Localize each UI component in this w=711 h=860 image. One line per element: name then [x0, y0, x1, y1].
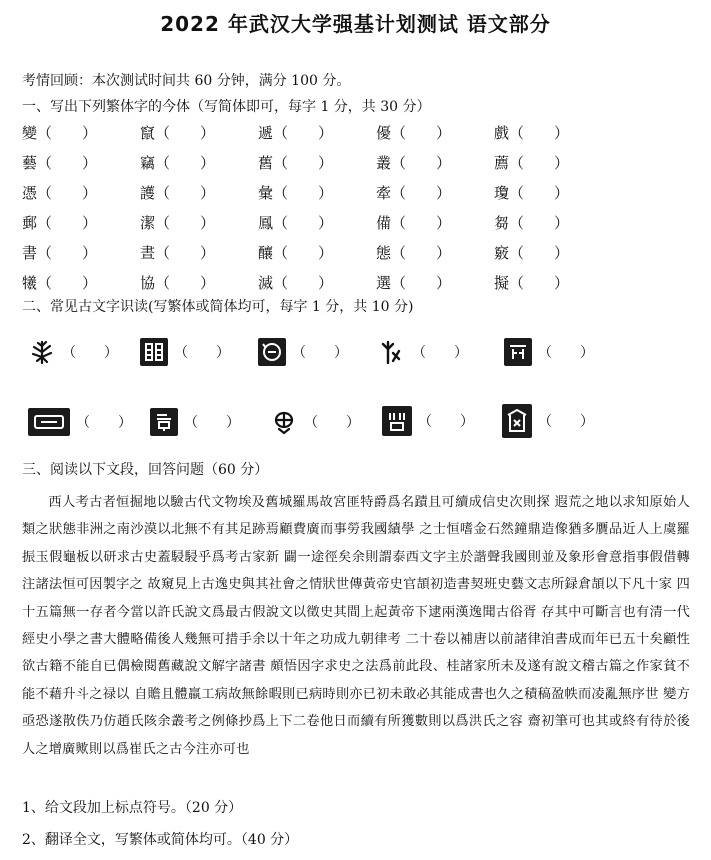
char-item: 彙（ ）: [258, 184, 334, 202]
glyph-item: [140, 338, 230, 366]
glyph-item: [258, 338, 348, 366]
char-item: 叢（ ）: [376, 154, 452, 172]
grid-row: [22, 212, 612, 242]
char-item: 竅（ ）: [494, 244, 570, 262]
char-item: 遞（ ）: [258, 124, 334, 142]
glyph-item: [382, 406, 474, 436]
page-title: 2022 年武汉大学强基计划测试 语文部分: [160, 12, 551, 36]
glyph-item: [270, 408, 360, 436]
ancient-glyph-3-icon: [258, 338, 286, 366]
ancient-glyph-6-icon: [28, 408, 70, 436]
char-item: 態（ ）: [376, 244, 452, 262]
ancient-glyph-1-icon: [28, 338, 56, 366]
char-item: 郵（ ）: [22, 214, 98, 232]
glyph-item: [150, 408, 240, 436]
char-item: 備（ ）: [376, 214, 452, 232]
char-item: 藝（ ）: [22, 154, 98, 172]
char-item: 竄（ ）: [140, 124, 216, 142]
answer-blank[interactable]: （ ）: [304, 415, 360, 431]
char-item: 變（ ）: [22, 124, 98, 142]
char-item: 協（ ）: [140, 274, 216, 292]
answer-blank[interactable]: （ ）: [184, 415, 240, 431]
char-item: 滅（ ）: [258, 274, 334, 292]
question-2: 2、翻译全文，写繁体或简体均可。（40 分）: [22, 832, 299, 848]
char-item: 瓊（ ）: [494, 184, 570, 202]
char-item: 選（ ）: [376, 274, 452, 292]
grid-row: [22, 242, 612, 272]
char-item: 芻（ ）: [494, 214, 570, 232]
ancient-glyph-2-icon: [140, 338, 168, 366]
glyph-item: [28, 338, 118, 366]
glyph-row: [22, 330, 682, 380]
exam-intro: 考情回顾：本次测试时间共 60 分钟，满分 100 分。: [22, 73, 351, 89]
question-1: 1、给文段加上标点符号。（20 分）: [22, 800, 243, 816]
ancient-glyph-5-icon: [504, 338, 532, 366]
classical-passage: 西人考古者恒掘地以驗古代文物埃及舊城羅馬故宮匪特爵爲名蹟且可續成信史次則探 遐荒之地以求知原始人類之狀態非洲之南沙漠以北無不有其足跡焉顧費廣而事勞我國績學 之士恒嗜金石然鐘鼎造像猶多贋品近人上虞羅振玉假龜板以研求古史蓋駸駸乎爲考古家新 闢一途徑矣余則謂泰西文字主於諧聲我國則並及象形會意指事假借轉注諸法恒可因製字之 故窺見上古逸史與其社會之情狀世傳黃帝史官頡初造書契班史藝文志所録倉頡以下凡十家 四十五篇無一存者今當以許氏說文爲最古假說文以徵史其間上起黃帝下逮兩漢逸聞古俗胥 存其中可斷言也有清一代經史小學之書大體略備後人幾無可措手余以十年之功成九朝律考 二十卷以補唐以前諸律洎書成而年已五十矣顧性欲古籍不能自已偶檢閱舊藏說文解字諸書 頗悟因字求史之法爲前此段、桂諸家所未及遂有說文稽古篇之作家貧不能不藉升斗之禄以 自贍且體羸工病故無餘暇則已病時則亦已初未敢必其能成書也久之積稿盈帙而凌亂無序世 變方亟恐遂散佚乃仿趙氏陔余叢考之例條抄爲上下二卷他日而續有所獲數則以爲洪氏之容 齋初筆可也其或終有待於後人之增廣歟則以爲崔氏之古今注亦可也: [22, 495, 690, 757]
glyph-item: [502, 404, 594, 438]
answer-blank[interactable]: （ ）: [62, 345, 118, 361]
char-item: 戲（ ）: [494, 124, 570, 142]
answer-blank[interactable]: （ ）: [538, 414, 594, 430]
char-item: 舊（ ）: [258, 154, 334, 172]
answer-blank[interactable]: （ ）: [174, 345, 230, 361]
char-item: 牽（ ）: [376, 184, 452, 202]
char-item: 犧（ ）: [22, 274, 98, 292]
char-item: 優（ ）: [376, 124, 452, 142]
answer-blank[interactable]: （ ）: [76, 415, 132, 431]
char-item: 擬（ ）: [494, 274, 570, 292]
char-item: 薦（ ）: [494, 154, 570, 172]
glyph-item: [378, 338, 468, 366]
char-item: 書（ ）: [22, 244, 98, 262]
answer-blank[interactable]: （ ）: [538, 345, 594, 361]
section3-heading: 三、阅读以下文段，回答问题（60 分）: [22, 462, 269, 478]
ancient-glyph-7-icon: [150, 408, 178, 436]
ancient-glyph-4-icon: [378, 338, 406, 366]
char-item: 潔（ ）: [140, 214, 216, 232]
char-item: 鳳（ ）: [258, 214, 334, 232]
ancient-glyph-10-icon: [502, 404, 532, 438]
char-item: 竊（ ）: [140, 154, 216, 172]
answer-blank[interactable]: （ ）: [412, 345, 468, 361]
grid-row: [22, 122, 612, 152]
grid-row: [22, 182, 612, 212]
glyph-item: [504, 338, 594, 366]
ancient-glyph-8-icon: [270, 408, 298, 436]
section1-heading: 一、写出下列繁体字的今体（写简体即可，每字 1 分，共 30 分）: [22, 99, 431, 115]
char-item: 護（ ）: [140, 184, 216, 202]
answer-blank[interactable]: （ ）: [292, 345, 348, 361]
section2-heading: 二、常见古文字识读(写繁体或简体均可，每字 1 分，共 10 分): [22, 299, 414, 315]
glyph-row: [22, 400, 682, 450]
char-item: 晝（ ）: [140, 244, 216, 262]
ancient-glyph-9-icon: [382, 406, 412, 436]
traditional-char-grid: [22, 122, 612, 302]
char-item: 憑（ ）: [22, 184, 98, 202]
grid-row: [22, 152, 612, 182]
char-item: 釀（ ）: [258, 244, 334, 262]
answer-blank[interactable]: （ ）: [418, 414, 474, 430]
glyph-item: [28, 408, 132, 436]
